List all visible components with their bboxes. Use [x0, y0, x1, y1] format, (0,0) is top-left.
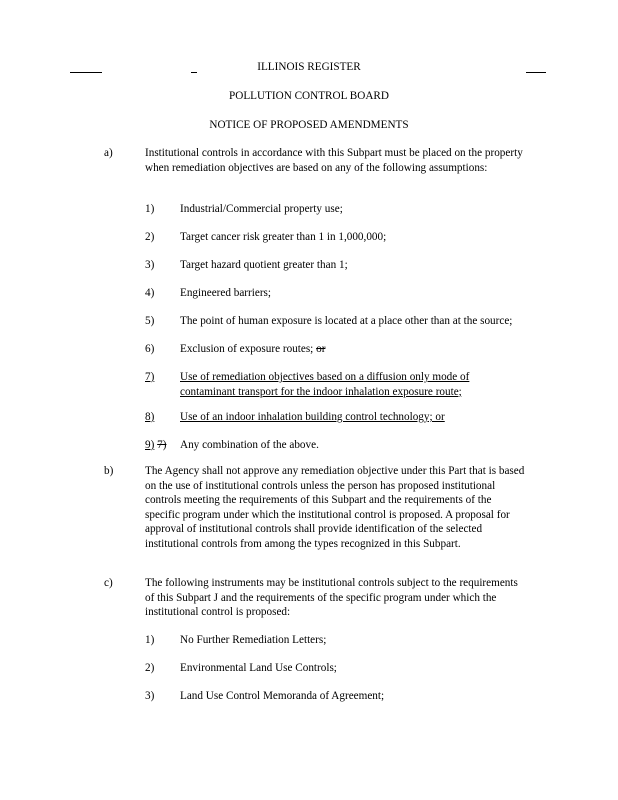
- list-item-text: Engineered barriers;: [180, 287, 272, 299]
- subsection-b-text: The Agency shall not approve any remediation objective under this Part that is based on the use of institutional controls unless the person has proposed institutional controls meeting the requirements of this Subpart and the requirements of the specific program under which the institutional control is proposed. A proposal for approval of institutional controls shall provide identification of the selected institutional controls from among the types recognized in this Subpart.: [145, 465, 525, 550]
- subsection-c-text: The following instruments may be institutional controls subject to the requirements of this Subpart J and the requirements of the specific program under which the institutional control is proposed:: [145, 577, 518, 619]
- list-item-text: Industrial/Commercial property use;: [180, 203, 343, 215]
- list-item-number: 8): [145, 411, 155, 423]
- list-item-number: 1): [145, 634, 155, 646]
- list-item-text: [180, 342, 325, 356]
- list-item-text: Use of an indoor inhalation building control technology; or: [180, 411, 445, 423]
- list-item-number: [145, 438, 166, 452]
- board-title: POLLUTION CONTROL BOARD: [229, 90, 389, 102]
- list-item-number: 2): [145, 231, 155, 243]
- list-item-text: No Further Remediation Letters;: [180, 634, 327, 646]
- item-number-new: 9): [145, 439, 155, 451]
- list-item-number: 6): [145, 343, 155, 355]
- list-item-text: The point of human exposure is located at a place other than at the source;: [180, 315, 513, 327]
- notice-title: NOTICE OF PROPOSED AMENDMENTS: [209, 119, 409, 131]
- list-item-text: Any combination of the above.: [180, 439, 319, 451]
- list-item-text: Target hazard quotient greater than 1;: [180, 259, 348, 271]
- struck-text: or: [316, 343, 326, 355]
- list-item-number: 3): [145, 259, 155, 271]
- list-item-number: 3): [145, 690, 155, 702]
- list-item-number: 1): [145, 203, 155, 215]
- subsection-a-label: a): [104, 147, 113, 159]
- subsection-a-intro: Institutional controls in accordance with this Subpart must be placed on the property when remediation objectives are based on any of the following assumptions:: [145, 147, 523, 174]
- subsection-c-label: c): [104, 577, 113, 589]
- register-title: ILLINOIS REGISTER: [257, 61, 361, 73]
- list-item-text: Environmental Land Use Controls;: [180, 662, 337, 674]
- subsection-b-label: b): [104, 465, 114, 477]
- list-item-number: 2): [145, 662, 155, 674]
- list-item-number: 5): [145, 315, 155, 327]
- list-item-text: Target cancer risk greater than 1 in 1,000,000;: [180, 231, 387, 243]
- item-number-struck: 7): [157, 439, 167, 451]
- item-text-main: Exclusion of exposure routes;: [180, 343, 317, 355]
- list-item-text: Use of remediation objectives based on a diffusion only mode of contaminant transport for the indoor inhalation exposure route;: [180, 371, 470, 398]
- list-item-number: 7): [145, 371, 155, 383]
- list-item-text: Land Use Control Memoranda of Agreement;: [180, 690, 385, 702]
- list-item-number: 4): [145, 287, 155, 299]
